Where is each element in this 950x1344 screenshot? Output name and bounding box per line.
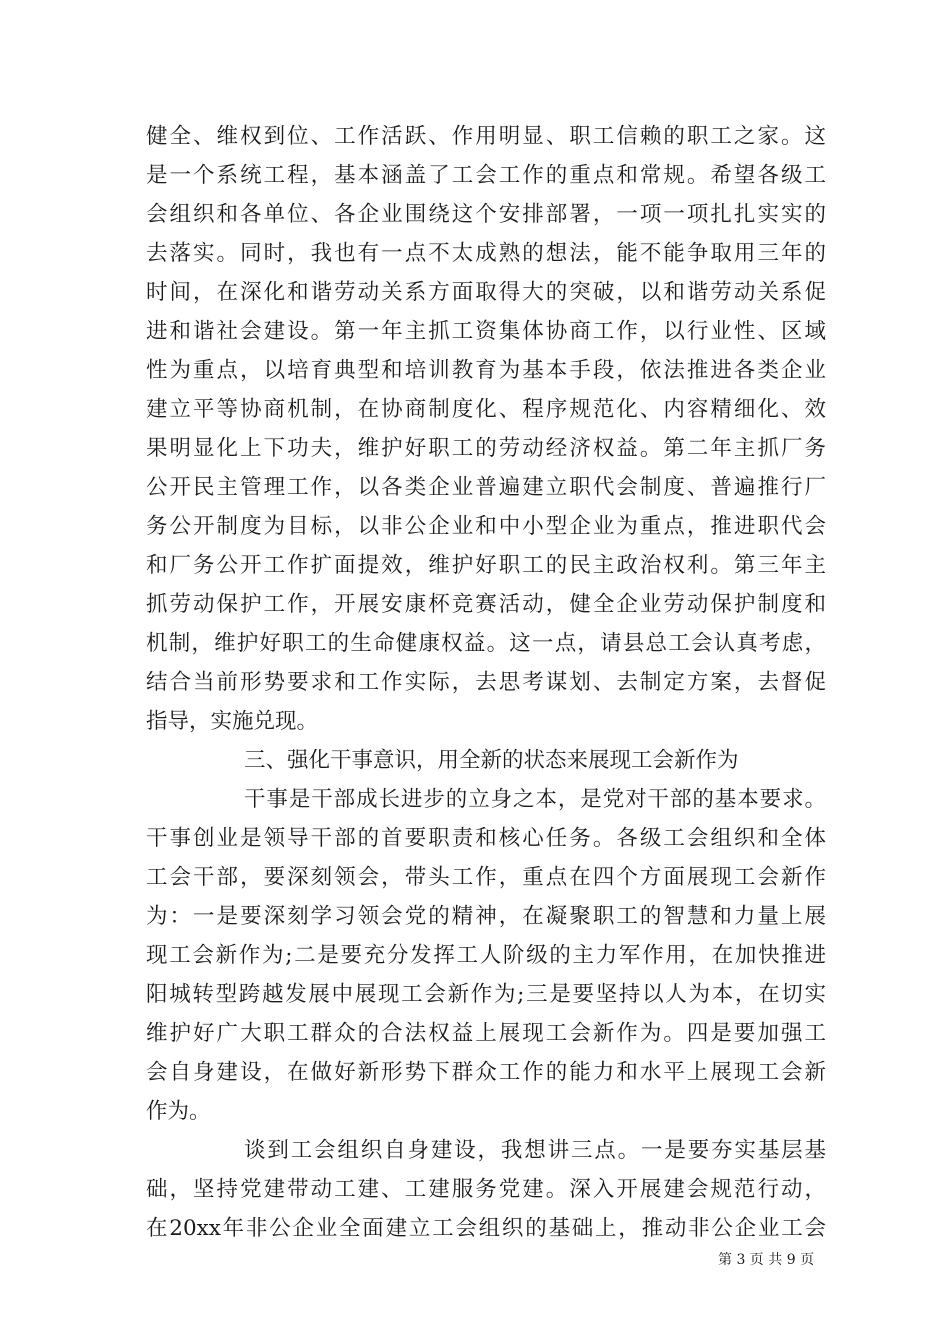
body-line: 进和谐社会建设。第一年主抓工资集体协商工作，以行业性、区域 (146, 319, 826, 344)
paragraph-first-line: 干事是干部成长进步的立身之本，是党对干部的基本要求。 (244, 787, 826, 812)
body-line: 维护好广大职工群众的合法权益上展现工会新作为。四是要加强工 (146, 1021, 826, 1046)
body-line: 果明显化上下功夫，维护好职工的劳动经济权益。第二年主抓厂务 (146, 436, 826, 461)
page-number: 第 3 页 共 9 页 (718, 1252, 815, 1268)
section-heading: 三、强化干事意识，用全新的状态来展现工会新作为 (244, 748, 739, 773)
body-line: 为：一是要深刻学习领会党的精神，在凝聚职工的智慧和力量上展 (146, 904, 826, 929)
body-line: 性为重点，以培育典型和培训教育为基本手段，依法推进各类企业 (146, 358, 826, 383)
body-line: 础，坚持党建带动工建、工建服务党建。深入开展建会规范行动， (146, 1177, 826, 1202)
body-line: 工会干部，要深刻领会，带头工作，重点在四个方面展现工会新作 (146, 865, 826, 890)
body-line: 阳城转型跨越发展中展现工会新作为;三是要坚持以人为本，在切实 (146, 982, 826, 1007)
paragraph-first-line: 谈到工会组织自身建设，我想讲三点。一是要夯实基层基 (244, 1138, 826, 1163)
body-line: 公开民主管理工作，以各类企业普遍建立职代会制度、普遍推行厂 (146, 475, 826, 500)
body-line: 时间，在深化和谐劳动关系方面取得大的突破，以和谐劳动关系促 (146, 280, 826, 305)
body-line: 是一个系统工程，基本涵盖了工会工作的重点和常规。希望各级工 (146, 163, 826, 188)
body-line: 健全、维权到位、工作活跃、作用明显、职工信赖的职工之家。这 (146, 124, 826, 149)
body-line: 会自身建设，在做好新形势下群众工作的能力和水平上展现工会新 (146, 1060, 826, 1085)
body-line: 务公开制度为目标，以非公企业和中小型企业为重点，推进职代会 (146, 514, 826, 539)
body-line: 作为。 (146, 1099, 211, 1124)
body-line: 现工会新作为;二是要充分发挥工人阶级的主力军作用，在加快推进 (146, 943, 826, 968)
body-line: 和厂务公开工作扩面提效，维护好职工的民主政治权利。第三年主 (146, 553, 826, 578)
body-line: 指导，实施兑现。 (146, 709, 319, 734)
body-line: 干事创业是领导干部的首要职责和核心任务。各级工会组织和全体 (146, 826, 826, 851)
body-line: 在20xx年非公企业全面建立工会组织的基础上，推动非公企业工会 (146, 1216, 826, 1241)
body-line: 抓劳动保护工作，开展安康杯竞赛活动，健全企业劳动保护制度和 (146, 592, 826, 617)
body-line: 建立平等协商机制，在协商制度化、程序规范化、内容精细化、效 (146, 397, 826, 422)
body-line: 会组织和各单位、各企业围绕这个安排部署，一项一项扎扎实实的 (146, 202, 826, 227)
body-line: 机制，维护好职工的生命健康权益。这一点，请县总工会认真考虑， (146, 631, 826, 656)
body-line: 结合当前形势要求和工作实际，去思考谋划、去制定方案，去督促 (146, 670, 826, 695)
body-line: 去落实。同时，我也有一点不太成熟的想法，能不能争取用三年的 (146, 241, 826, 266)
